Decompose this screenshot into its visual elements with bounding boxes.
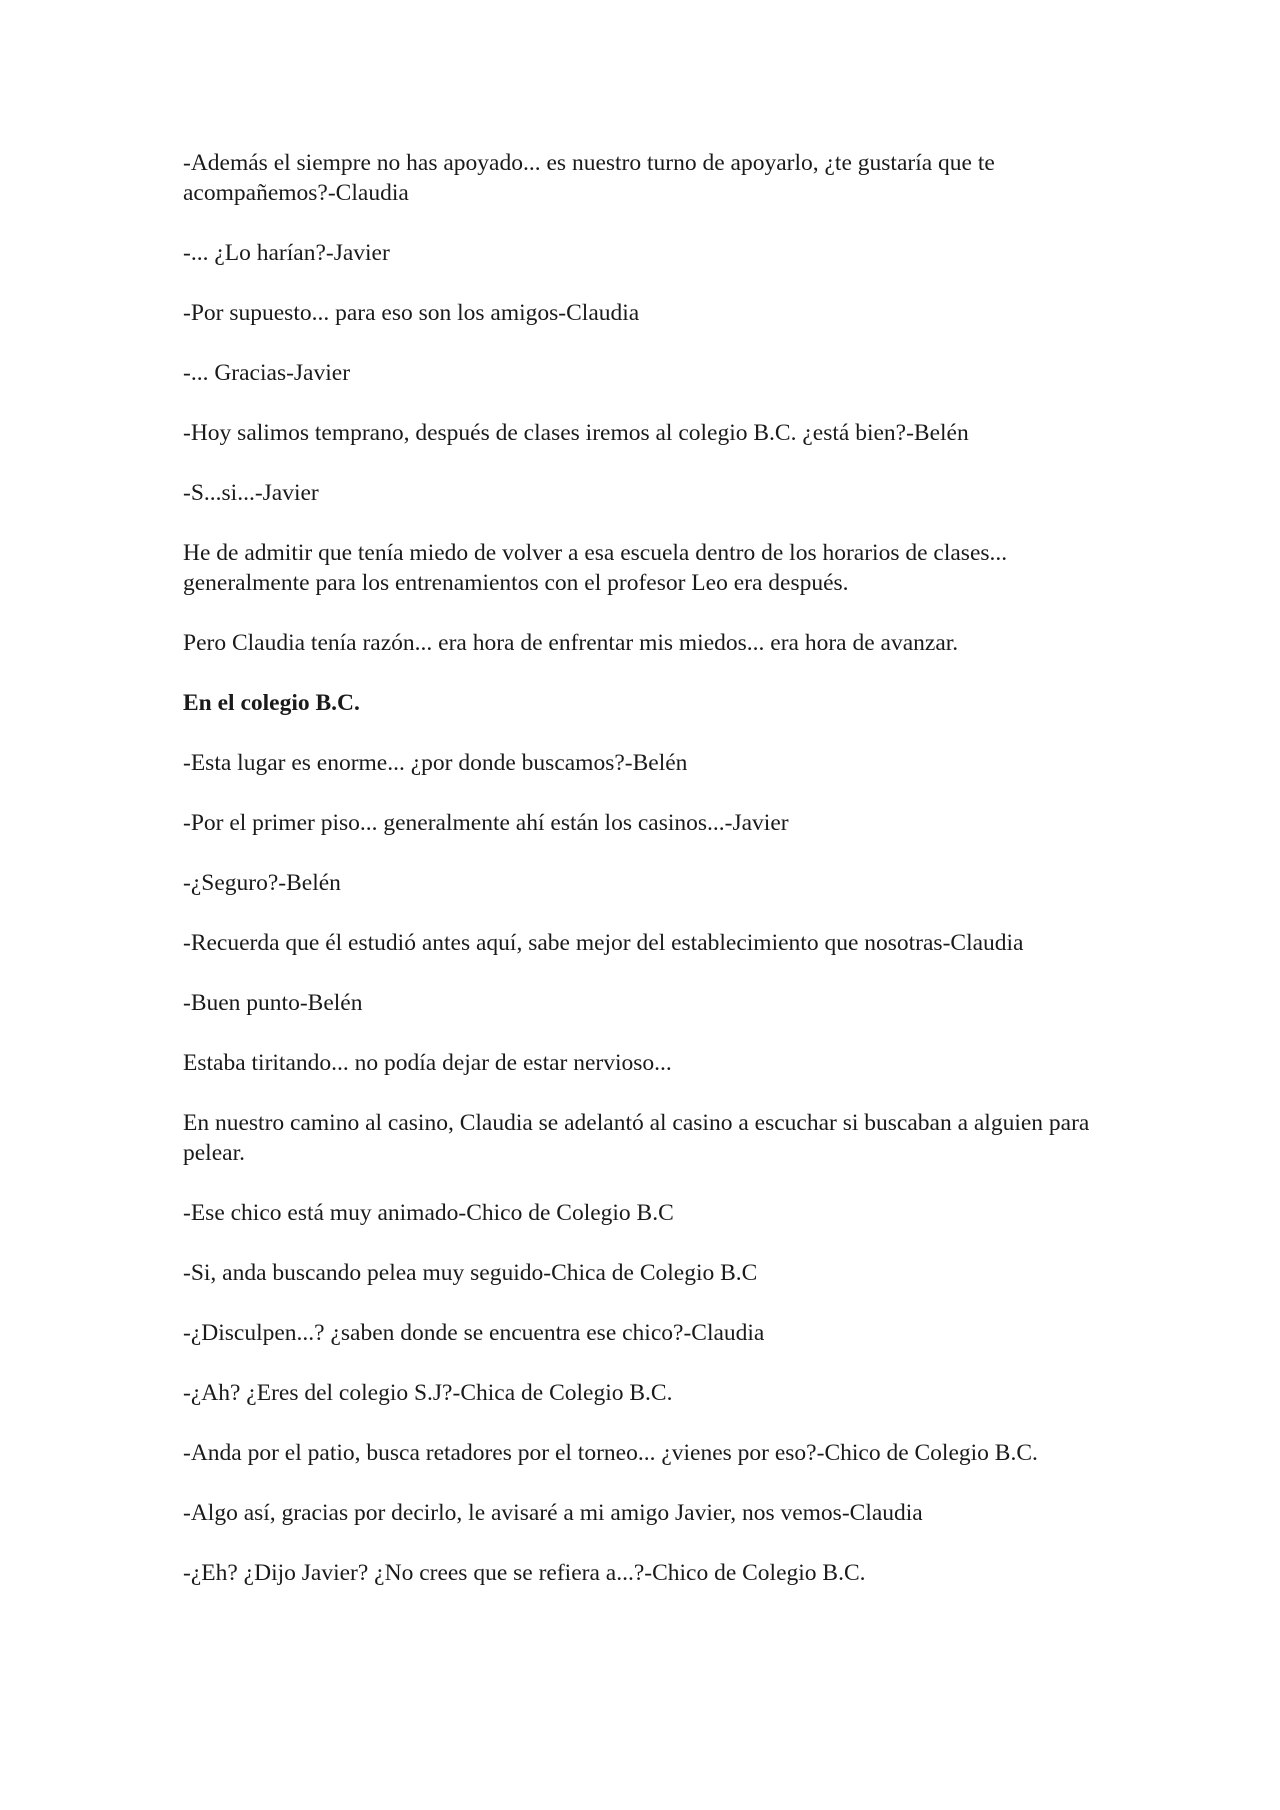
dialogue-line: -Si, anda buscando pelea muy seguido-Chica de Colegio B.C [183, 1260, 758, 1286]
dialogue-line: -Esta lugar es enorme... ¿por donde buscamos?-Belén [183, 750, 688, 776]
dialogue-line: -Hoy salimos temprano, después de clases iremos al colegio B.C. ¿está bien?-Belén [183, 420, 969, 446]
scene-heading: En el colegio B.C. [183, 690, 360, 716]
dialogue-line: -¿Eh? ¿Dijo Javier? ¿No crees que se refiera a...?-Chico de Colegio B.C. [183, 1560, 866, 1586]
dialogue-line: -Anda por el patio, busca retadores por el torneo... ¿vienes por eso?-Chico de Colegio B.C. [183, 1440, 1038, 1466]
dialogue-line: -Buen punto-Belén [183, 990, 363, 1016]
dialogue-line: -... Gracias-Javier [183, 360, 351, 386]
narration-paragraph: En nuestro camino al casino, Claudia se adelantó al casino a escuchar si buscaban a alguien para pelear. [183, 1110, 1090, 1166]
dialogue-line: -Además el siempre no has apoyado... es nuestro turno de apoyarlo, ¿te gustaría que te acompañemos?-Claudia [183, 150, 995, 206]
dialogue-line: -¿Disculpen...? ¿saben donde se encuentra ese chico?-Claudia [183, 1320, 765, 1346]
narration-paragraph: Estaba tiritando... no podía dejar de estar nervioso... [183, 1050, 672, 1076]
narration-paragraph: Pero Claudia tenía razón... era hora de enfrentar mis miedos... era hora de avanzar. [183, 630, 959, 656]
narration-paragraph: He de admitir que tenía miedo de volver a esa escuela dentro de los horarios de clases... generalmente para los entrenamientos con el profesor Leo era después. [183, 540, 1008, 596]
dialogue-line: -S...si...-Javier [183, 480, 319, 506]
dialogue-line: -¿Ah? ¿Eres del colegio S.J?-Chica de Colegio B.C. [183, 1380, 673, 1406]
dialogue-line: -Algo así, gracias por decirlo, le avisaré a mi amigo Javier, nos vemos-Claudia [183, 1500, 923, 1526]
document-body [183, 148, 1103, 1618]
dialogue-line: -... ¿Lo harían?-Javier [183, 240, 390, 266]
dialogue-line: -Por el primer piso... generalmente ahí están los casinos...-Javier [183, 810, 789, 836]
dialogue-line: -¿Seguro?-Belén [183, 870, 341, 896]
dialogue-line: -Por supuesto... para eso son los amigos-Claudia [183, 300, 640, 326]
dialogue-line: -Recuerda que él estudió antes aquí, sabe mejor del establecimiento que nosotras-Claudia [183, 930, 1024, 956]
dialogue-line: -Ese chico está muy animado-Chico de Colegio B.C [183, 1200, 674, 1226]
